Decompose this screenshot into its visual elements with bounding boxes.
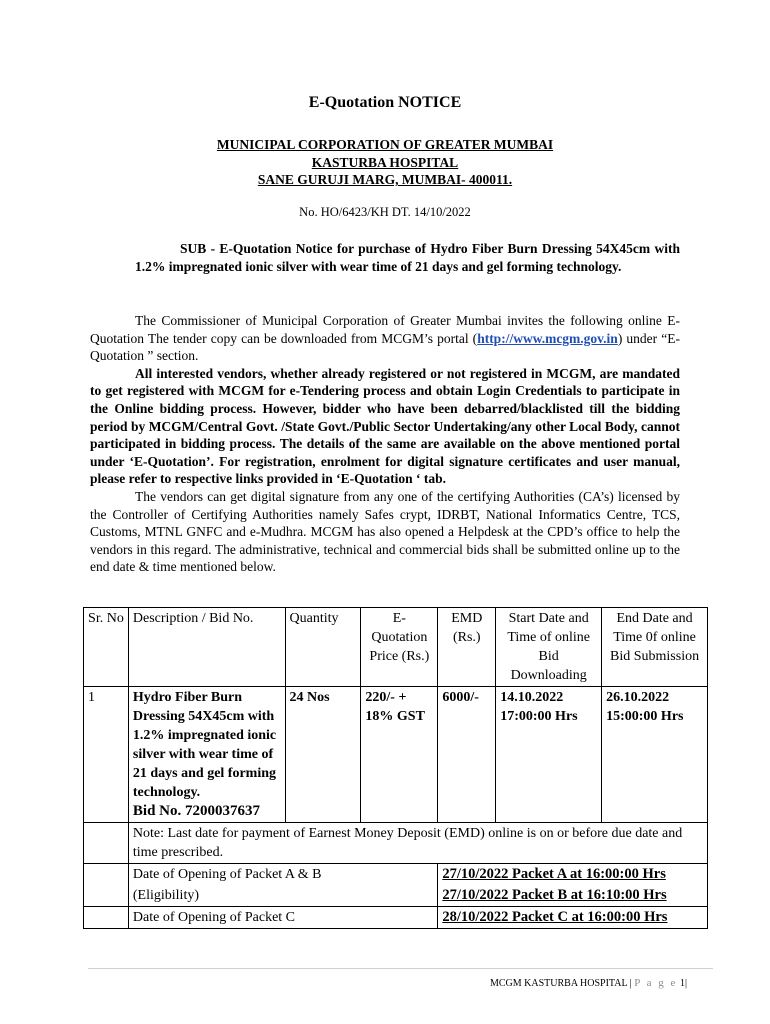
cell-quantity: 24 Nos <box>285 687 361 823</box>
bid-table <box>83 607 708 929</box>
reference-number: No. HO/6423/KH DT. 14/10/2022 <box>299 205 471 219</box>
footer-divider <box>88 968 713 969</box>
organization-header <box>0 136 770 189</box>
cell-emd: 6000/- <box>438 687 496 823</box>
page-footer <box>490 977 687 989</box>
bid-number: Bid No. 7200037637 <box>132 803 260 819</box>
start-date: 14.10.2022 <box>500 690 564 705</box>
footer-page-number: 1 <box>679 978 685 989</box>
cell-sr-no: 1 <box>84 687 129 823</box>
item-description: Hydro Fiber Burn Dressing 54X45cm with 1.2% impregnated ionic silver with wear time of 21 days and gel forming technology. <box>132 690 277 800</box>
cell-end-date <box>602 687 708 823</box>
paragraph-intro: The Commissioner of Municipal Corporation of Greater Mumbai invites the following online E-Quotation The tender copy can be downloaded from MCGM’s portal (http://www.mcgm.gov.in) under “E-Quotation ” section. <box>90 313 680 364</box>
opening-c-label: Date of Opening of Packet C <box>128 907 437 929</box>
packet-b-date: 27/10/2022 Packet B at 16:10:00 Hrs <box>438 885 708 907</box>
note-row <box>84 823 708 864</box>
portal-link[interactable]: http://www.mcgm.gov.in <box>477 330 618 346</box>
notice-body <box>90 312 680 576</box>
header-quantity: Quantity <box>285 608 361 687</box>
notice-title: E-Quotation NOTICE <box>308 94 462 111</box>
header-sr-no: Sr. No <box>84 608 129 687</box>
opening-ab-sublabel: (Eligibility) <box>128 885 437 907</box>
subject-line: SUB - E-Quotation Notice for purchase of Hydro Fiber Burn Dressing 54X45cm with 1.2% impregnated ionic silver with wear time of 21 days and gel forming technology. <box>135 241 680 274</box>
cell-description <box>128 687 285 823</box>
table-row <box>84 687 708 823</box>
opening-ab-row <box>84 864 708 886</box>
hospital-address: SANE GURUJI MARG, MUMBAI- 400011. <box>257 172 513 187</box>
packet-a-date: 27/10/2022 Packet A at 16:00:00 Hrs <box>438 864 708 886</box>
cell-start-date <box>496 687 602 823</box>
emd-note: Note: Last date for payment of Earnest Money Deposit (EMD) online is on or before due date and time prescribed. <box>128 823 707 864</box>
table-header-row <box>84 608 708 687</box>
end-date: 26.10.2022 <box>606 690 670 705</box>
header-emd: EMD (Rs.) <box>438 608 496 687</box>
footer-page-label: P a g e <box>634 977 678 989</box>
hospital-name: KASTURBA HOSPITAL <box>311 154 459 170</box>
opening-ab-label: Date of Opening of Packet A & B <box>128 864 437 886</box>
end-time: 15:00:00 Hrs <box>606 709 684 724</box>
footer-sep: | <box>629 978 632 989</box>
org-name: MUNICIPAL CORPORATION OF GREATER MUMBAI <box>216 137 554 152</box>
start-time: 17:00:00 Hrs <box>500 709 578 724</box>
header-start-date: Start Date and Time of online Bid Downloading <box>496 608 602 687</box>
paragraph-digital-signature: The vendors can get digital signature from any one of the certifying Authorities (CA’s) licensed by the Controller of Certifying Authorities namely Safes crypt, IDRBT, National Informatics Centre, TCS, Customs, MTNL GNFC and e-Mudhra. MCGM has also opened a Helpdesk at the CPD’s office to help the vendors in this regard. The administrative, technical and commercial bids shall be submitted online up to the end date & time mentioned below. <box>90 488 680 575</box>
cell-price: 220/- + 18% GST <box>361 687 438 823</box>
header-description: Description / Bid No. <box>128 608 285 687</box>
footer-org: MCGM KASTURBA HOSPITAL <box>490 978 628 989</box>
footer-end: | <box>684 978 687 989</box>
header-price: E-Quotation Price (Rs.) <box>361 608 438 687</box>
header-end-date: End Date and Time 0f online Bid Submission <box>602 608 708 687</box>
opening-c-row <box>84 907 708 929</box>
packet-c-date: 28/10/2022 Packet C at 16:00:00 Hrs <box>438 907 708 929</box>
opening-ab-sub-row <box>84 885 708 907</box>
paragraph-registration: All interested vendors, whether already registered or not registered in MCGM, are mandated to get registered with MCGM for e-Tendering process and obtain Login Credentials to participate in the Online bidding process. However, bidder who have been debarred/blacklisted till the bidding period by MCGM/Central Govt. /State Govt./Public Sector Undertaking/any other Local Body, cannot participated in bidding process. The details of the same are available on the above mentioned portal under ‘E-Quotation’. For registration, enrolment for digital signature certificates and user manual, please refer to respective links provided in ‘E-Quotation ‘ tab. <box>90 365 680 487</box>
